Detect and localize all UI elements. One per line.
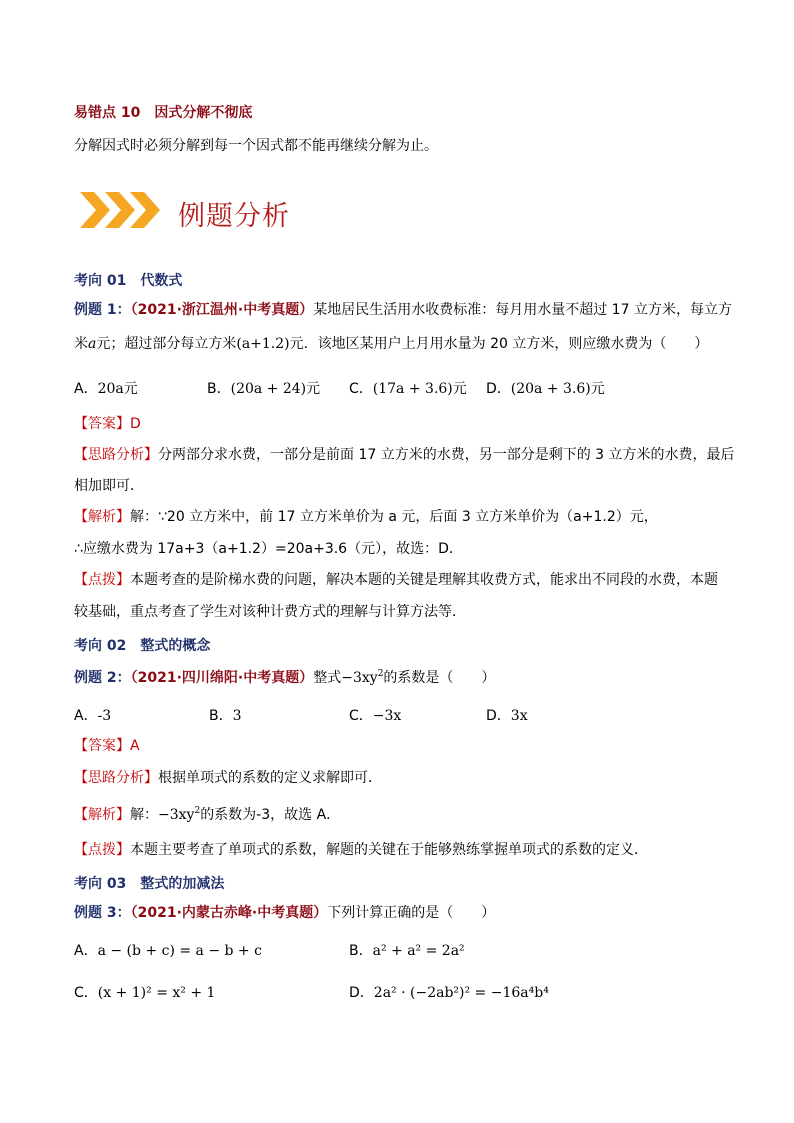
example-source: （2021·内蒙古赤峰·中考真题） xyxy=(130,905,328,921)
option-letter: B． xyxy=(209,708,233,724)
example-2-option-b[interactable] xyxy=(209,705,242,725)
stem-text: 整式 xyxy=(313,670,342,686)
option-unit: 元 xyxy=(123,381,138,397)
example-1-solution-line-2: ∴应缴水费为 17a+3（a+1.2）=20a+3.6（元），故选：D． xyxy=(74,541,463,557)
option-letter: D． xyxy=(349,985,374,1001)
example-1-stem-line-1 xyxy=(74,300,732,320)
example-2-solution xyxy=(74,805,340,825)
stem-text: 的系数是（ ） xyxy=(383,670,496,686)
option-letter: A． xyxy=(74,943,98,959)
solution-text: 的系数为-3，故选 A． xyxy=(200,807,341,823)
option-math: (17a + 3.6) xyxy=(372,381,453,397)
example-2-stem xyxy=(74,668,495,688)
option-math: 3x xyxy=(510,708,528,724)
solution-label: 【解析】 xyxy=(74,509,130,525)
section-heading-1: 考向 01 代数式 xyxy=(74,273,183,289)
example-1-analysis-line-1 xyxy=(74,445,735,465)
solution-label: 【解析】 xyxy=(74,807,130,823)
banner-title: 例题分析 xyxy=(178,201,290,232)
option-math: (20a + 3.6) xyxy=(510,381,591,397)
stem-text: 某地居民生活用水收费标准：每月用水量不超过 17 立方米，每立方 xyxy=(313,302,732,318)
math-expr: −3xy xyxy=(341,670,378,686)
example-source: （2021·四川绵阳·中考真题） xyxy=(130,670,314,686)
example-1-analysis-line-2: 相加即可． xyxy=(74,478,144,494)
example-3-stem xyxy=(74,903,495,923)
solution-text: 解： xyxy=(130,807,158,823)
section-heading-3: 考向 03 整式的加减法 xyxy=(74,876,225,892)
example-label: 例题 2： xyxy=(74,670,131,686)
answer-value: D xyxy=(130,416,141,432)
option-math: 3 xyxy=(232,708,242,724)
tip-text: 本题考查的是阶梯水费的问题，解决本题的关键是理解其收费方式，能求出不同段的水费，本题 xyxy=(130,572,718,588)
answer-label: 【答案】 xyxy=(74,738,130,754)
stem-text: 米 xyxy=(74,336,88,352)
option-letter: C． xyxy=(74,985,98,1001)
option-letter: D． xyxy=(486,708,511,724)
tip-label: 【点拨】 xyxy=(74,842,130,858)
stem-text: 元．该地区某用户上月用水量为 20 立方米，则应缴水费为（ ） xyxy=(289,336,709,352)
example-1-tip-line-1 xyxy=(74,570,718,590)
example-3-option-d[interactable] xyxy=(349,982,549,1002)
chevrons-icon xyxy=(80,188,164,232)
option-math: (20a + 24) xyxy=(230,381,307,397)
tip-label: 【点拨】 xyxy=(74,572,130,588)
answer-label: 【答案】 xyxy=(74,416,130,432)
math-exponent: 2 xyxy=(194,806,201,816)
example-1-option-d[interactable] xyxy=(486,378,605,398)
option-letter: B． xyxy=(207,381,231,397)
example-1-option-c[interactable] xyxy=(349,378,467,398)
option-letter: A． xyxy=(74,381,98,397)
analysis-text: 分两部分求水费，一部分是前面 17 立方米的水费，另一部分是剩下的 3 立方米的水费，最后 xyxy=(158,447,735,463)
stem-text: 下列计算正确的是（ ） xyxy=(327,905,496,921)
option-math: 20a xyxy=(97,381,124,397)
example-1-option-a[interactable] xyxy=(74,378,138,398)
example-1-tip-line-2: 较基础，重点考查了学生对该种计费方式的理解与计算方法等． xyxy=(74,604,466,620)
analysis-text: 根据单项式的系数的定义求解即可． xyxy=(158,770,382,786)
option-math: a² + a² = 2a² xyxy=(372,943,465,959)
option-math: (x + 1)² = x² + 1 xyxy=(97,985,216,1001)
example-2-tip xyxy=(74,840,648,860)
option-unit: 元 xyxy=(590,381,605,397)
solution-text: 解：∵20 立方米中，前 17 立方米单价为 a 元，后面 3 立方米单价为（a+1.2）元， xyxy=(130,509,658,525)
analysis-label: 【思路分析】 xyxy=(74,770,158,786)
option-letter: C． xyxy=(349,381,373,397)
example-source: （2021·浙江温州·中考真题） xyxy=(130,302,314,318)
option-math: -3 xyxy=(97,708,112,724)
option-letter: B． xyxy=(349,943,373,959)
example-1-stem-line-2 xyxy=(74,334,708,354)
option-math: a − (b + c) = a − b + c xyxy=(97,943,262,959)
option-math: 2a² · (−2ab²)² = −16a⁴b⁴ xyxy=(373,985,549,1001)
example-2-option-c[interactable] xyxy=(349,705,401,725)
analysis-label: 【思路分析】 xyxy=(74,447,158,463)
example-1-option-b[interactable] xyxy=(207,378,320,398)
answer-value: A xyxy=(130,738,140,754)
error-point-text: 分解因式时必须分解到每一个因式都不能再继续分解为止。 xyxy=(74,138,438,154)
example-2-option-a[interactable] xyxy=(74,705,111,725)
option-letter: A． xyxy=(74,708,98,724)
example-label: 例题 3： xyxy=(74,905,131,921)
option-letter: C． xyxy=(349,708,373,724)
math-exponent: 2 xyxy=(377,669,384,679)
option-letter: D． xyxy=(486,381,511,397)
option-unit: 元 xyxy=(452,381,467,397)
example-label: 例题 1： xyxy=(74,302,131,318)
example-1-solution-line-1 xyxy=(74,507,658,527)
example-3-option-a[interactable] xyxy=(74,940,262,960)
example-1-answer xyxy=(74,414,141,434)
math-expr: (a+1.2) xyxy=(236,336,290,352)
example-2-answer xyxy=(74,736,140,756)
example-2-option-d[interactable] xyxy=(486,705,528,725)
math-var: a xyxy=(88,336,97,352)
example-3-option-c[interactable] xyxy=(74,982,215,1002)
example-3-option-b[interactable] xyxy=(349,940,465,960)
stem-text: 元；超过部分每立方米 xyxy=(96,336,237,352)
section-heading-2: 考向 02 整式的概念 xyxy=(74,638,211,654)
math-expr: −3xy xyxy=(158,807,195,823)
example-2-analysis xyxy=(74,768,382,788)
option-math: −3x xyxy=(372,708,402,724)
option-unit: 元 xyxy=(306,381,321,397)
error-point-title: 易错点 10 因式分解不彻底 xyxy=(74,105,253,121)
tip-text: 本题主要考查了单项式的系数，解题的关键在于能够熟练掌握单项式的系数的定义． xyxy=(130,842,648,858)
